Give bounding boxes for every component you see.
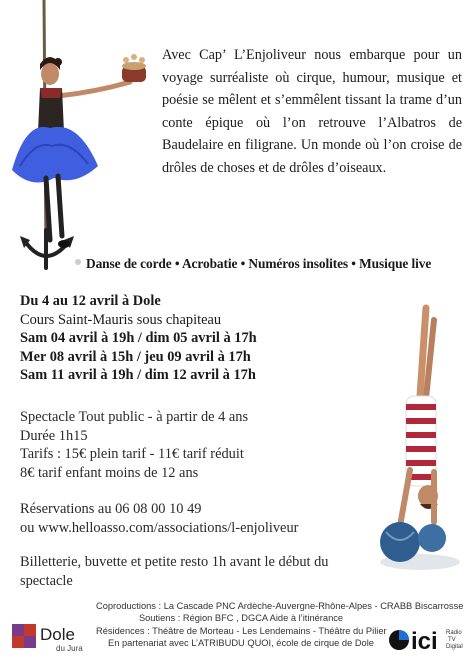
coproductions: Coproductions : La Cascade PNC Ardèche-Auvergne-Rhône-Alpes - CRABB Biscarrosse (96, 601, 464, 611)
reservations-block (20, 500, 298, 537)
duration: Durée 1h15 (20, 427, 88, 444)
venue: Cours Saint-Mauris sous chapiteau (20, 311, 222, 328)
partenariat: En partenariat avec L’ATRIBUDU QUOI, école de cirque de Dole (108, 638, 374, 649)
intro-paragraph: Avec Cap’ L’Enjoliveur nous embarque pour un voyage surréaliste où cirque, humour, musique et poésie se mêlent et s’emmêlent tissant la trame d’un conte épique où l’on retrouve l’Albatros de Baudelaire en filigrane. Un monde où l’on croise de drôles de choses et de drôles d’oiseaux. (162, 47, 462, 176)
dole-logo-text: Dole (40, 625, 75, 644)
dancer-illustration (6, 0, 156, 282)
dates-block (20, 292, 257, 385)
ici-logo-sub: Digital (446, 644, 463, 650)
dole-logo-subtext: du Jura (56, 644, 83, 653)
soutiens: Soutiens : Région BFC , DGCA Aide à l’itinérance (138, 613, 344, 624)
reservation-phone: Réservations au 06 08 00 10 49 (20, 501, 202, 517)
tarif-enfant: 8€ tarif enfant moins de 12 ans (20, 464, 199, 481)
info-block (20, 408, 248, 482)
disciplines-line: Danse de corde • Acrobatie • Numéros insolites • Musique live (86, 256, 432, 271)
reservation-web[interactable]: ou www.helloasso.com/associations/l-enjoliveur (20, 519, 299, 536)
ici-logo-text: ici (411, 628, 438, 654)
audience: Spectacle Tout public - à partir de 4 ans (20, 409, 249, 425)
dole-logo (12, 620, 92, 654)
ici-logo (388, 624, 468, 654)
acrobat-illustration (360, 300, 460, 590)
ici-logo-sub: Radio (446, 630, 462, 636)
residences: Résidences : Théâtre de Morteau - Les Lendemains - Théâtre du Pilier (96, 625, 387, 636)
schedule-slot: Mer 08 avril à 15h / jeu 09 avril à 17h (20, 348, 251, 365)
schedule-slot: Sam 11 avril à 19h / dim 12 avril à 17h (20, 367, 256, 383)
ici-logo-sub: TV (448, 637, 456, 643)
tarifs: Tarifs : 15€ plein tarif - 11€ tarif réduit (20, 446, 244, 462)
billetterie: Billetterie, buvette et petite resto 1h avant le début du spectacle (20, 554, 329, 589)
period: Du 4 au 12 avril à Dole (20, 293, 161, 309)
schedule-slot: Sam 04 avril à 19h / dim 05 avril à 17h (20, 330, 257, 346)
